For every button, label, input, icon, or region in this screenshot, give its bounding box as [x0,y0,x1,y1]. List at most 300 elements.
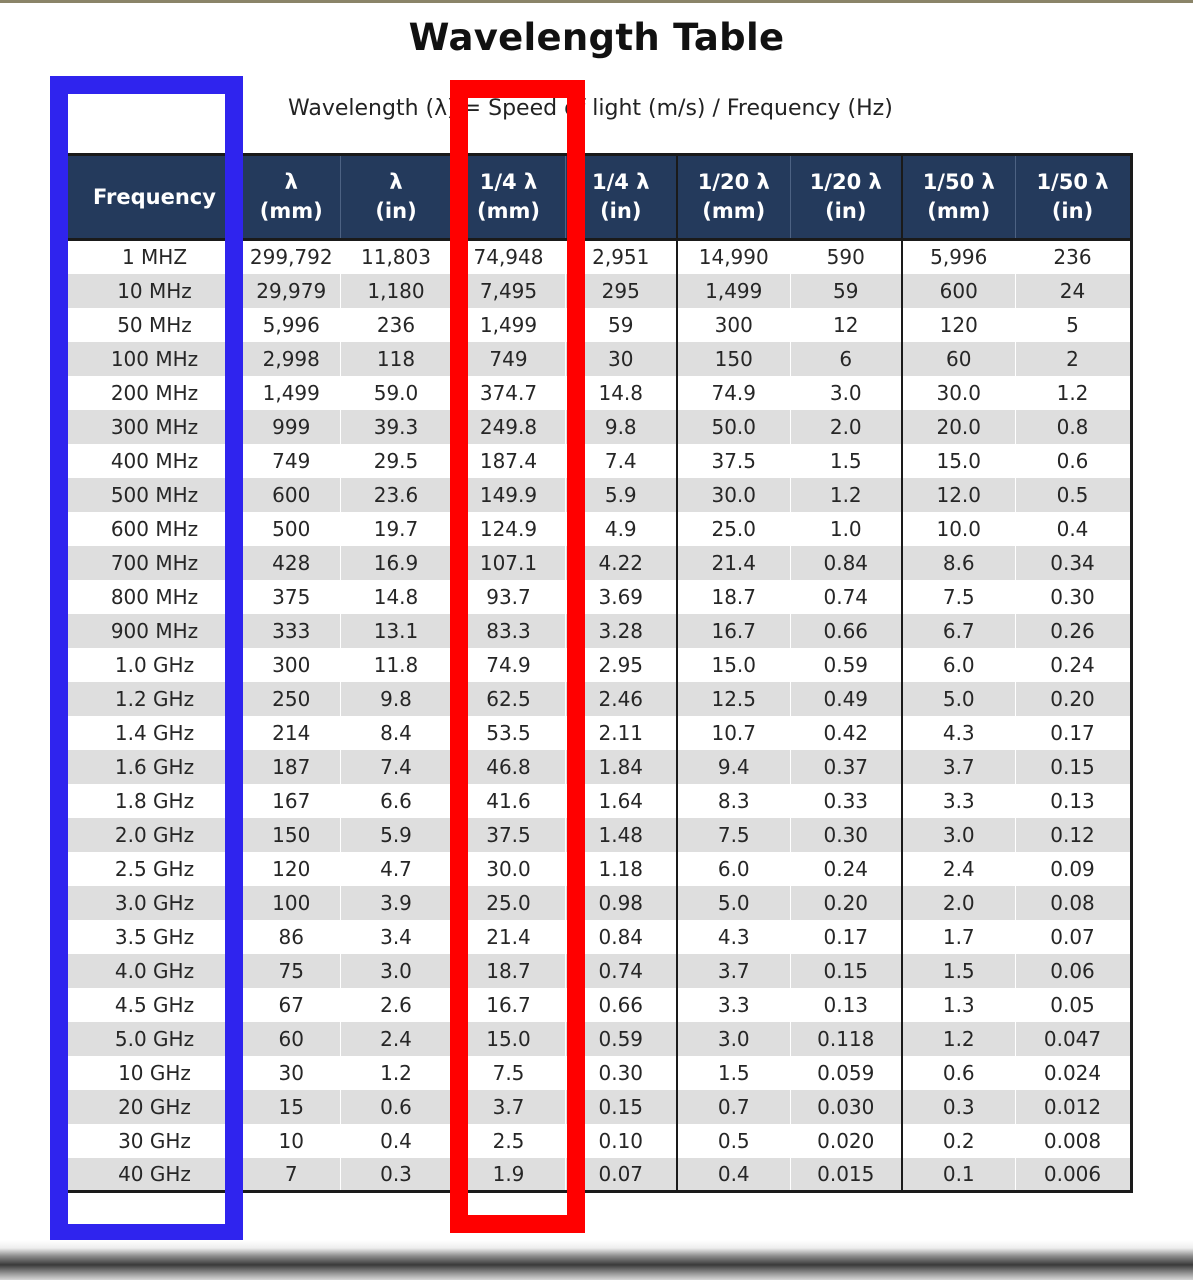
column-header-line: λ [389,170,403,194]
value-cell: 5.0 [902,682,1015,716]
value-cell: 7.4 [565,444,677,478]
value-cell: 8.4 [340,716,452,750]
value-cell: 1,499 [452,308,565,342]
column-header [452,155,565,240]
column-header-line: 1/50 λ [922,170,995,194]
table-row [68,750,1131,784]
frequency-cell: 10 GHz [68,1056,242,1090]
value-cell: 19.7 [340,512,452,546]
value-cell: 0.4 [677,1158,790,1192]
value-cell: 2.4 [340,1022,452,1056]
value-cell: 2.11 [565,716,677,750]
column-header-line: (mm) [927,199,991,223]
value-cell: 0.59 [790,648,902,682]
value-cell: 0.024 [1015,1056,1131,1090]
value-cell: 18.7 [677,580,790,614]
frequency-cell: 50 MHz [68,308,242,342]
value-cell: 0.15 [565,1090,677,1124]
table-body [68,240,1131,1192]
value-cell: 0.5 [1015,478,1131,512]
value-cell: 30.0 [452,852,565,886]
value-cell: 0.37 [790,750,902,784]
value-cell: 10.0 [902,512,1015,546]
value-cell: 1.7 [902,920,1015,954]
value-cell: 150 [242,818,340,852]
value-cell: 37.5 [677,444,790,478]
frequency-cell: 4.5 GHz [68,988,242,1022]
frequency-cell: 1 MHZ [68,240,242,274]
column-header-line: (in) [825,199,867,223]
value-cell: 1.2 [1015,376,1131,410]
value-cell: 74.9 [677,376,790,410]
table-row [68,1056,1131,1090]
value-cell: 2.0 [902,886,1015,920]
table-row [68,410,1131,444]
value-cell: 1.2 [790,478,902,512]
frequency-cell: 1.0 GHz [68,648,242,682]
value-cell: 0.008 [1015,1124,1131,1158]
table-row [68,1158,1131,1192]
value-cell: 333 [242,614,340,648]
value-cell: 749 [242,444,340,478]
column-header-line: Frequency [93,184,216,209]
value-cell: 9.8 [340,682,452,716]
value-cell: 375 [242,580,340,614]
frequency-cell: 2.5 GHz [68,852,242,886]
frequency-cell: 20 GHz [68,1090,242,1124]
value-cell: 0.4 [1015,512,1131,546]
value-cell: 374.7 [452,376,565,410]
value-cell: 0.3 [902,1090,1015,1124]
value-cell: 0.2 [902,1124,1015,1158]
column-header [790,155,902,240]
value-cell: 0.05 [1015,988,1131,1022]
value-cell: 4.22 [565,546,677,580]
value-cell: 1.0 [790,512,902,546]
table-row [68,512,1131,546]
value-cell: 250 [242,682,340,716]
value-cell: 5 [1015,308,1131,342]
value-cell: 11.8 [340,648,452,682]
value-cell: 1,180 [340,274,452,308]
value-cell: 1,499 [242,376,340,410]
value-cell: 0.07 [565,1158,677,1192]
value-cell: 0.84 [565,920,677,954]
value-cell: 300 [242,648,340,682]
table-row [68,308,1131,342]
value-cell: 93.7 [452,580,565,614]
value-cell: 149.9 [452,478,565,512]
value-cell: 59.0 [340,376,452,410]
frequency-cell: 4.0 GHz [68,954,242,988]
value-cell: 67 [242,988,340,1022]
frequency-cell: 500 MHz [68,478,242,512]
value-cell: 15 [242,1090,340,1124]
value-cell: 0.10 [565,1124,677,1158]
value-cell: 0.13 [1015,784,1131,818]
table-row [68,648,1131,682]
column-header-line: (mm) [259,199,323,223]
value-cell: 0.07 [1015,920,1131,954]
column-header-line: λ [284,170,298,194]
column-header-line: 1/20 λ [809,170,882,194]
value-cell: 53.5 [452,716,565,750]
table-row [68,954,1131,988]
frequency-cell: 3.0 GHz [68,886,242,920]
value-cell: 0.6 [902,1056,1015,1090]
value-cell: 0.047 [1015,1022,1131,1056]
value-cell: 3.9 [340,886,452,920]
value-cell: 2,998 [242,342,340,376]
frequency-cell: 100 MHz [68,342,242,376]
value-cell: 2,951 [565,240,677,274]
value-cell: 6.0 [677,852,790,886]
value-cell: 12.0 [902,478,1015,512]
column-header-line: (in) [375,199,417,223]
value-cell: 12 [790,308,902,342]
frequency-cell: 3.5 GHz [68,920,242,954]
value-cell: 0.3 [340,1158,452,1192]
frequency-cell: 300 MHz [68,410,242,444]
value-cell: 39.3 [340,410,452,444]
value-cell: 24 [1015,274,1131,308]
value-cell: 600 [242,478,340,512]
table-row [68,716,1131,750]
value-cell: 62.5 [452,682,565,716]
value-cell: 5.9 [340,818,452,852]
value-cell: 46.8 [452,750,565,784]
value-cell: 124.9 [452,512,565,546]
value-cell: 9.4 [677,750,790,784]
value-cell: 0.20 [790,886,902,920]
value-cell: 7.4 [340,750,452,784]
frequency-cell: 600 MHz [68,512,242,546]
column-header-line: 1/20 λ [697,170,770,194]
table-row [68,478,1131,512]
column-header [1015,155,1131,240]
value-cell: 0.06 [1015,954,1131,988]
value-cell: 2.46 [565,682,677,716]
value-cell: 1.18 [565,852,677,886]
value-cell: 120 [902,308,1015,342]
table-row [68,240,1131,274]
value-cell: 236 [340,308,452,342]
value-cell: 74.9 [452,648,565,682]
value-cell: 60 [902,342,1015,376]
value-cell: 7.5 [452,1056,565,1090]
column-header [242,155,340,240]
value-cell: 2.5 [452,1124,565,1158]
value-cell: 3.0 [902,818,1015,852]
value-cell: 15.0 [677,648,790,682]
value-cell: 3.0 [340,954,452,988]
value-cell: 30 [565,342,677,376]
value-cell: 1.2 [902,1022,1015,1056]
header-row [68,155,1131,240]
value-cell: 83.3 [452,614,565,648]
value-cell: 187.4 [452,444,565,478]
wavelength-table [68,153,1133,1193]
value-cell: 500 [242,512,340,546]
value-cell: 3.3 [902,784,1015,818]
value-cell: 0.49 [790,682,902,716]
value-cell: 3.28 [565,614,677,648]
value-cell: 0.26 [1015,614,1131,648]
value-cell: 2.4 [902,852,1015,886]
value-cell: 0.66 [565,988,677,1022]
table-row [68,614,1131,648]
table-row [68,682,1131,716]
value-cell: 4.3 [902,716,1015,750]
value-cell: 295 [565,274,677,308]
value-cell: 0.98 [565,886,677,920]
table-row [68,342,1131,376]
value-cell: 30.0 [902,376,1015,410]
value-cell: 0.66 [790,614,902,648]
value-cell: 300 [677,308,790,342]
frequency-cell: 1.2 GHz [68,682,242,716]
value-cell: 74,948 [452,240,565,274]
value-cell: 0.74 [565,954,677,988]
column-header-line: (in) [1051,199,1094,223]
value-cell: 18.7 [452,954,565,988]
value-cell: 20.0 [902,410,1015,444]
value-cell: 0.030 [790,1090,902,1124]
value-cell: 15.0 [452,1022,565,1056]
column-header-line: (mm) [702,199,766,223]
frequency-cell: 800 MHz [68,580,242,614]
value-cell: 0.08 [1015,886,1131,920]
value-cell: 6 [790,342,902,376]
frequency-cell: 10 MHz [68,274,242,308]
table-row [68,818,1131,852]
table-row [68,988,1131,1022]
value-cell: 0.006 [1015,1158,1131,1192]
value-cell: 5.9 [565,478,677,512]
value-cell: 30 [242,1056,340,1090]
table-row [68,886,1131,920]
value-cell: 100 [242,886,340,920]
frequency-cell: 30 GHz [68,1124,242,1158]
value-cell: 107.1 [452,546,565,580]
column-header-line: 1/4 λ [479,170,538,194]
value-cell: 10 [242,1124,340,1158]
value-cell: 21.4 [452,920,565,954]
table-row [68,852,1131,886]
value-cell: 7,495 [452,274,565,308]
value-cell: 5.0 [677,886,790,920]
value-cell: 0.33 [790,784,902,818]
table-row [68,1022,1131,1056]
value-cell: 120 [242,852,340,886]
value-cell: 6.6 [340,784,452,818]
value-cell: 16.7 [677,614,790,648]
table-row [68,920,1131,954]
value-cell: 0.1 [902,1158,1015,1192]
value-cell: 249.8 [452,410,565,444]
value-cell: 0.13 [790,988,902,1022]
value-cell: 3.3 [677,988,790,1022]
value-cell: 749 [452,342,565,376]
table-row [68,1090,1131,1124]
value-cell: 0.4 [340,1124,452,1158]
frequency-cell: 1.4 GHz [68,716,242,750]
value-cell: 0.59 [565,1022,677,1056]
value-cell: 0.24 [790,852,902,886]
value-cell: 8.6 [902,546,1015,580]
value-cell: 14.8 [340,580,452,614]
value-cell: 0.8 [1015,410,1131,444]
value-cell: 29.5 [340,444,452,478]
value-cell: 4.9 [565,512,677,546]
value-cell: 23.6 [340,478,452,512]
value-cell: 0.17 [1015,716,1131,750]
value-cell: 0.15 [1015,750,1131,784]
value-cell: 9.8 [565,410,677,444]
value-cell: 41.6 [452,784,565,818]
frequency-cell: 200 MHz [68,376,242,410]
value-cell: 50.0 [677,410,790,444]
column-header [340,155,452,240]
value-cell: 0.12 [1015,818,1131,852]
value-cell: 59 [790,274,902,308]
value-cell: 167 [242,784,340,818]
value-cell: 1.3 [902,988,1015,1022]
value-cell: 0.17 [790,920,902,954]
frequency-cell: 40 GHz [68,1158,242,1192]
column-header [677,155,790,240]
value-cell: 0.34 [1015,546,1131,580]
value-cell: 6.7 [902,614,1015,648]
value-cell: 999 [242,410,340,444]
top-rule [0,0,1193,3]
frequency-cell: 700 MHz [68,546,242,580]
value-cell: 187 [242,750,340,784]
value-cell: 0.118 [790,1022,902,1056]
value-cell: 3.7 [902,750,1015,784]
value-cell: 0.5 [677,1124,790,1158]
value-cell: 25.0 [677,512,790,546]
table-header [68,155,1131,240]
column-header [902,155,1015,240]
value-cell: 150 [677,342,790,376]
table-row [68,274,1131,308]
frequency-cell: 1.6 GHz [68,750,242,784]
value-cell: 1.64 [565,784,677,818]
value-cell: 8.3 [677,784,790,818]
value-cell: 0.74 [790,580,902,614]
page-title: Wavelength Table [408,16,785,59]
value-cell: 3.69 [565,580,677,614]
value-cell: 236 [1015,240,1131,274]
value-cell: 1.2 [340,1056,452,1090]
value-cell: 2.0 [790,410,902,444]
value-cell: 1.5 [902,954,1015,988]
value-cell: 16.7 [452,988,565,1022]
table-row [68,784,1131,818]
value-cell: 0.24 [1015,648,1131,682]
frequency-cell: 1.8 GHz [68,784,242,818]
frequency-cell: 400 MHz [68,444,242,478]
value-cell: 4.3 [677,920,790,954]
column-header-line: (in) [600,199,642,223]
column-header-line: (mm) [477,199,540,223]
value-cell: 0.6 [1015,444,1131,478]
table-row [68,1124,1131,1158]
value-cell: 5,996 [242,308,340,342]
value-cell: 1.9 [452,1158,565,1192]
value-cell: 0.30 [1015,580,1131,614]
value-cell: 2 [1015,342,1131,376]
value-cell: 1.5 [677,1056,790,1090]
value-cell: 2.6 [340,988,452,1022]
value-cell: 11,803 [340,240,452,274]
value-cell: 3.0 [790,376,902,410]
value-cell: 86 [242,920,340,954]
value-cell: 4.7 [340,852,452,886]
value-cell: 2.95 [565,648,677,682]
value-cell: 6.0 [902,648,1015,682]
column-header [68,155,242,240]
value-cell: 118 [340,342,452,376]
value-cell: 1.48 [565,818,677,852]
value-cell: 7 [242,1158,340,1192]
value-cell: 7.5 [677,818,790,852]
value-cell: 14.8 [565,376,677,410]
value-cell: 3.7 [452,1090,565,1124]
value-cell: 75 [242,954,340,988]
value-cell: 0.15 [790,954,902,988]
value-cell: 5,996 [902,240,1015,274]
bottom-edge-shadow [0,1240,1193,1280]
value-cell: 0.012 [1015,1090,1131,1124]
value-cell: 0.30 [790,818,902,852]
value-cell: 0.015 [790,1158,902,1192]
table-row [68,376,1131,410]
column-header [565,155,677,240]
value-cell: 299,792 [242,240,340,274]
value-cell: 60 [242,1022,340,1056]
value-cell: 0.42 [790,716,902,750]
frequency-cell: 5.0 GHz [68,1022,242,1056]
table-row [68,444,1131,478]
value-cell: 3.7 [677,954,790,988]
value-cell: 0.84 [790,546,902,580]
value-cell: 0.30 [565,1056,677,1090]
value-cell: 25.0 [452,886,565,920]
value-cell: 7.5 [902,580,1015,614]
column-header-line: 1/4 λ [592,170,650,194]
frequency-cell: 2.0 GHz [68,818,242,852]
value-cell: 16.9 [340,546,452,580]
value-cell: 13.1 [340,614,452,648]
table-row [68,546,1131,580]
value-cell: 30.0 [677,478,790,512]
table-row [68,580,1131,614]
value-cell: 37.5 [452,818,565,852]
value-cell: 428 [242,546,340,580]
value-cell: 590 [790,240,902,274]
value-cell: 29,979 [242,274,340,308]
wavelength-formula: Wavelength (λ) = Speed of light (m/s) / Frequency (Hz) [288,96,893,121]
value-cell: 14,990 [677,240,790,274]
value-cell: 600 [902,274,1015,308]
value-cell: 0.6 [340,1090,452,1124]
value-cell: 15.0 [902,444,1015,478]
value-cell: 10.7 [677,716,790,750]
value-cell: 1.5 [790,444,902,478]
value-cell: 0.7 [677,1090,790,1124]
